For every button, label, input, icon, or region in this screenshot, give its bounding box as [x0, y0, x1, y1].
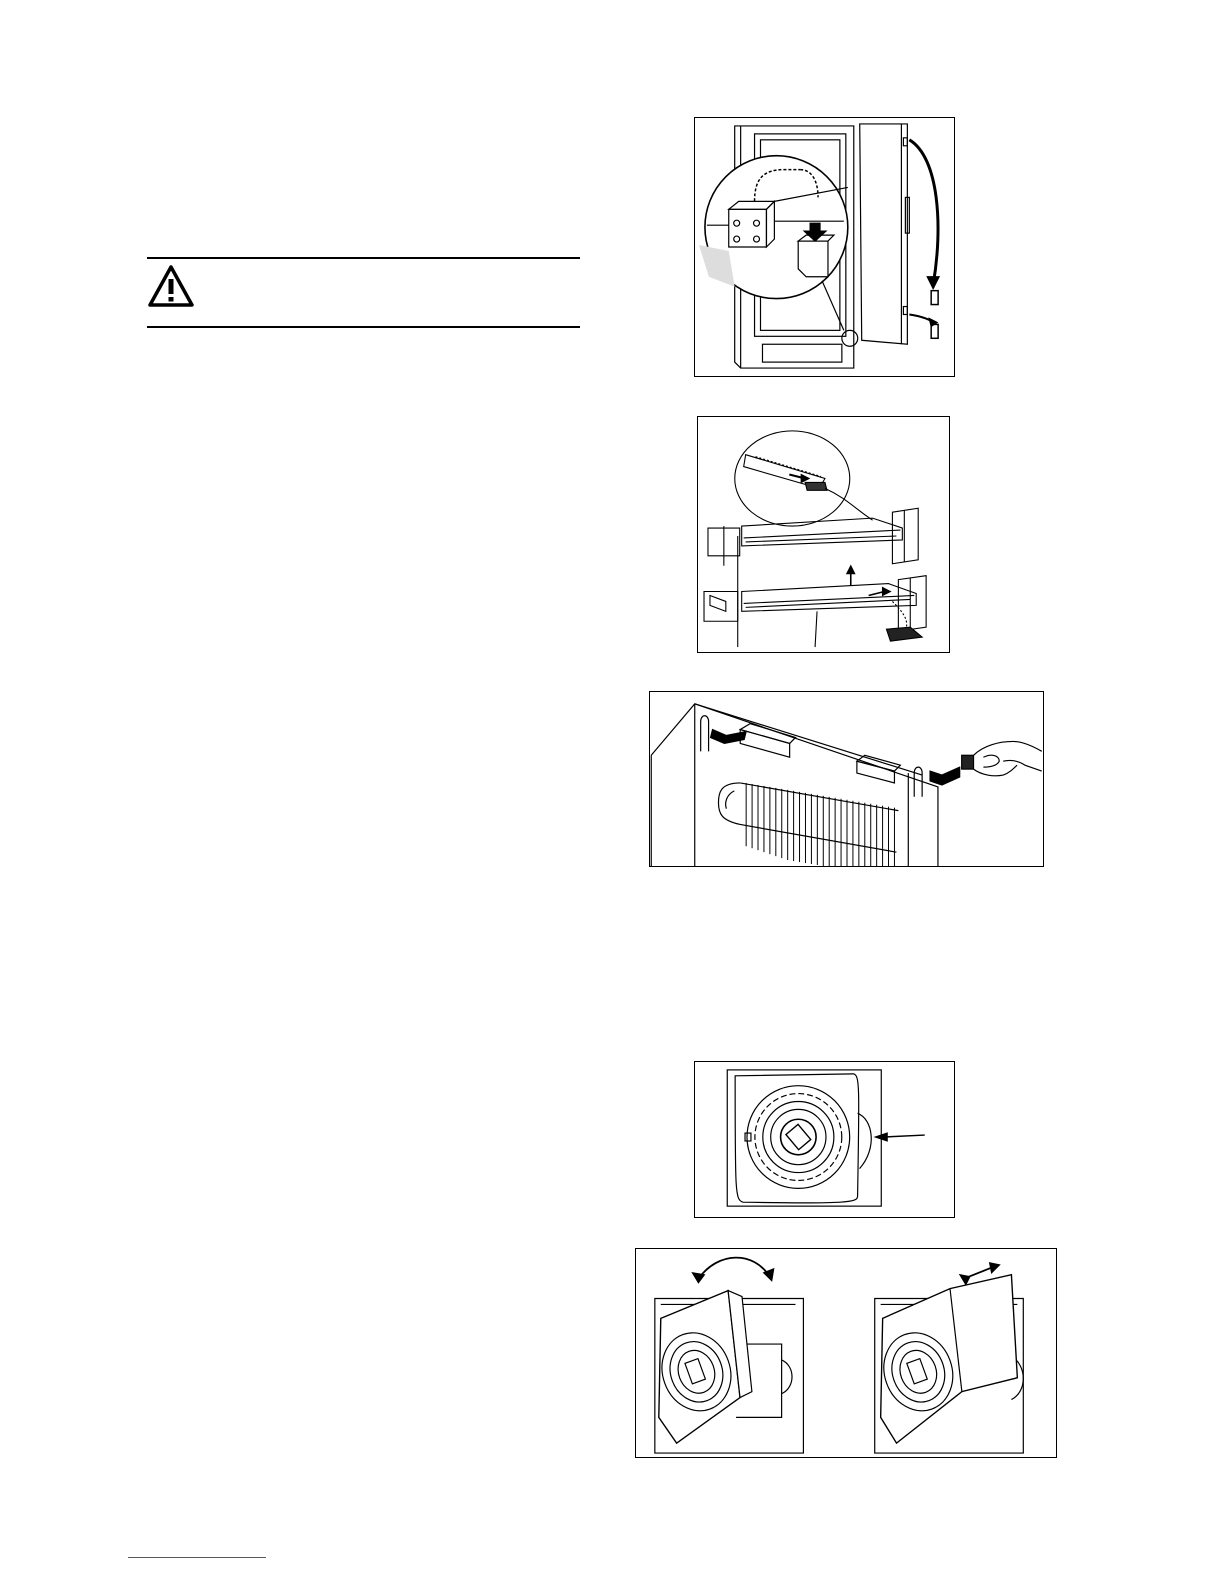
- door-reversal-figure: [694, 117, 955, 377]
- thermostat-repositioning-figure: [635, 1248, 1057, 1458]
- warning-triangle-icon: [147, 264, 195, 308]
- warning-bottom-rule: [147, 326, 580, 328]
- warning-top-rule: [147, 257, 580, 259]
- footer-link-underline[interactable]: [128, 1557, 266, 1558]
- rear-spacer-figure: [649, 691, 1044, 867]
- shelf-mounting-figure: [697, 416, 950, 653]
- thermostat-cover-figure: [694, 1061, 955, 1218]
